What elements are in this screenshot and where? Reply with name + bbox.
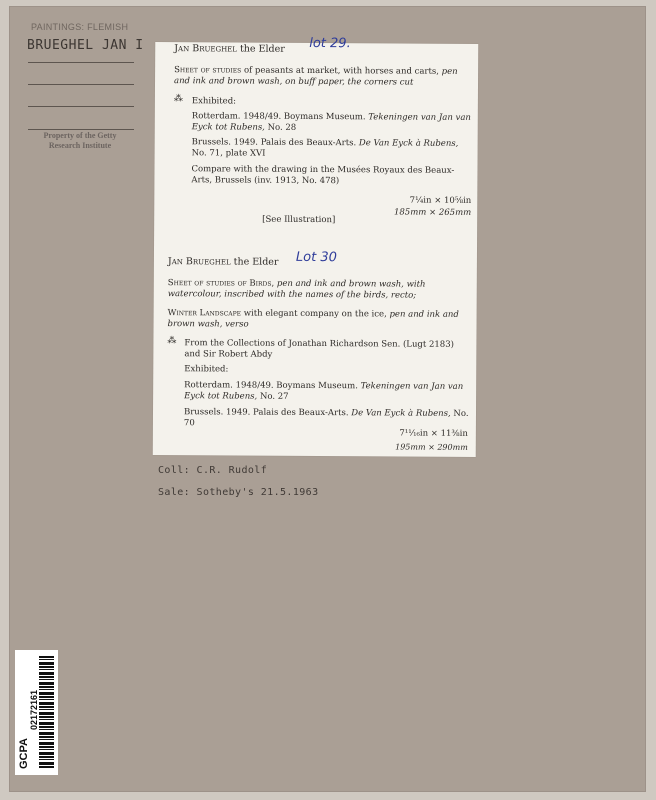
- divider-line: [28, 106, 134, 107]
- exhibited-label: Exhibited:: [184, 364, 229, 375]
- divider-line: [28, 129, 134, 130]
- divider-line: [28, 62, 134, 63]
- lot-verso: Winter Landscape with elegant company on the ice, pen and ink and brown wash, verso: [167, 308, 459, 330]
- lot-heading: Jan Brueghel the Elder: [167, 256, 279, 268]
- collection-note: Coll: C.R. Rudolf: [158, 465, 268, 476]
- provenance: From the Collections of Jonathan Richardson Sen. (Lugt 2183) and Sir Robert Abdy: [184, 338, 454, 360]
- exhibition-entry: Brussels. 1949. Palais des Beaux-Arts. De Van Eyck à Rubens, No. 71, plate XVI: [191, 137, 459, 159]
- compare-note: Compare with the drawing in the Musées Royaux des Beaux-Arts, Brussels (inv. 1913, No. 478): [191, 164, 455, 186]
- lot-heading: Jan Brueghel the Elder: [174, 43, 285, 55]
- artist-name: BRUEGHEL JAN I: [27, 38, 144, 53]
- exhibition-entry: Rotterdam. 1948/49. Boymans Museum. Tekeningen van Jan van Eyck tot Rubens, No. 28: [191, 111, 471, 133]
- barcode-prefix: GCPA: [18, 738, 30, 769]
- ownership-stamp: Property of the Getty Research Institute: [43, 131, 117, 150]
- dimensions-inches: 7¹¹⁄₁₆in × 11⅜in: [399, 428, 468, 439]
- barcode-label: [15, 650, 58, 775]
- sale-note: Sale: Sotheby's 21.5.1963: [158, 487, 319, 498]
- category-label: PAINTINGS: FLEMISH: [31, 22, 129, 32]
- exhibition-entry: Rotterdam. 1948/49. Boymans Museum. Tekeningen van Jan van Eyck tot Rubens, No. 27: [184, 380, 464, 402]
- catalogue-clipping: [153, 35, 479, 457]
- handwritten-lot-number: lot 29.: [309, 35, 351, 52]
- exhibited-label: Exhibited:: [191, 96, 237, 107]
- barcode-bars: [39, 656, 54, 768]
- handwritten-lot-number: Lot 30: [295, 249, 337, 266]
- asterism-icon: ⁂: [173, 94, 184, 105]
- dimensions-mm: 195mm × 290mm: [395, 442, 468, 452]
- dimensions-mm: 185mm × 265mm: [393, 207, 472, 218]
- asterism-icon: ⁂: [167, 336, 178, 347]
- lot-title: Sheet of studies of peasants at market, with horses and carts, pen and ink and brown wash, on buff paper, the corners cut: [173, 65, 458, 88]
- lot-title: Sheet of studies of Birds, pen and ink and brown wash, with watercolour, inscribed with the names of the birds, recto;: [167, 278, 426, 301]
- barcode-number: 02172161: [29, 689, 39, 730]
- exhibition-entry: Brussels. 1949. Palais des Beaux-Arts. De Van Eyck à Rubens, No. 70: [183, 407, 469, 428]
- illustration-note: [See Illustration]: [262, 214, 336, 226]
- divider-line: [28, 84, 134, 85]
- dimensions-inches: 7¼in × 10⅝in: [409, 195, 472, 206]
